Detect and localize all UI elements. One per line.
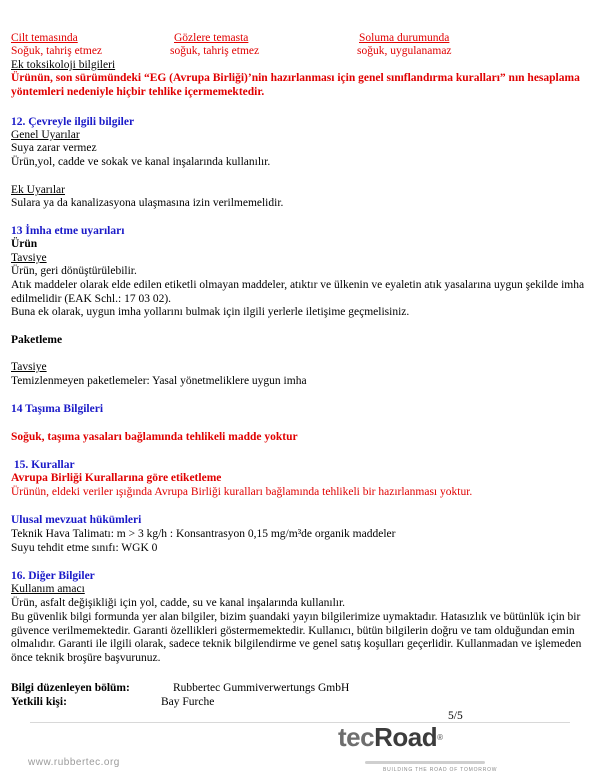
tox-value-skin: Soğuk, tahriş etmez <box>11 45 103 57</box>
packaging-text: Temizlenmeyen paketlemeler: Yasal yönetmeliklere uygun imha <box>11 375 307 387</box>
website-link[interactable]: www.rubbertec.org <box>28 757 120 768</box>
issuer-value: Rubbertec Gummiverwertungs GmbH <box>173 682 350 694</box>
extra-warnings-heading: Ek Uyarılar <box>11 184 65 196</box>
s12-line2: Ürün,yol, cadde ve sokak ve kanal inşalarında kullanılır. <box>11 156 271 168</box>
logo-part-road: Road <box>374 722 438 752</box>
taluft-text: Teknik Hava Talimatı: m > 3 kg/h : Konsantrasyon 0,15 mg/m³de organik maddeler <box>11 528 396 540</box>
extra-warnings-text: Sulara ya da kanalizasyona ulaşmasına izin verilmemelidir. <box>11 197 284 209</box>
logo-tagline: BUILDING THE ROAD OF TOMORROW <box>383 767 498 773</box>
s13-line2: Atık maddeler olarak elde edilen etiketli olmayan maddeler, atıktır ve ülkenin ve eyaletin atık yasalarına uygun şekilde imha edilmelidir (EAK Schl.: 17 03 02). <box>11 279 585 305</box>
general-warnings-heading: Genel Uyarılar <box>11 129 80 141</box>
transport-text: Soğuk, taşıma yasaları bağlamında tehlikeli madde yoktur <box>11 431 298 443</box>
packaging-heading: Paketleme <box>11 334 63 346</box>
section-13-title: 13 İmha etme uyarıları <box>11 225 125 237</box>
packaging-advice-heading: Tavsiye <box>11 361 47 373</box>
tox-value-inhalation: soğuk, uygulanamaz <box>357 45 452 57</box>
tox-header-skin: Cilt temasında <box>11 32 78 44</box>
wgk-text: Suyu tehdit etme sınıfı: WGK 0 <box>11 542 158 554</box>
purpose-heading: Kullanım amacı <box>11 583 85 595</box>
section-15-title: 15. Kurallar <box>11 459 75 471</box>
disclaimer-paragraph: Bu güvenlik bilgi formunda yer alan bilgiler, bizim şuandaki yayın bilgilerimize uymaktadır. Hatasızlık ve bütünlük için bir güvence verilmemektedir. Garanti özellikleri göstermemektedir. Kullanıcı, bütün bilgilerin doğru ve tam olduğundan emin olmalıdır. Garanti ile ilgili olarak, sadece teknik bilgilendirme ve genel satış koşulları geçerlidir. Kullanmadan ve işlemeden önce teknik broşüre başvurunuz. <box>11 611 582 664</box>
registered-mark: ® <box>437 733 443 742</box>
tecroad-logo <box>338 722 443 752</box>
eu-labeling-heading: Avrupa Birliği Kurallarına göre etiketleme <box>11 472 222 484</box>
footer-divider <box>30 722 570 723</box>
section-12-title: 12. Çevreyle ilgili bilgiler <box>11 116 135 128</box>
tox-value-eyes: soğuk, tahriş etmez <box>170 45 260 57</box>
s13-line3: Buna ek olarak, uygun imha yollarını bulmak için ilgili yerlerle iletişime geçmelisiniz. <box>11 306 410 318</box>
eu-labeling-text: Ürünün, eldeki veriler ışığında Avrupa Birliği kuralları bağlamında tehlikeli bir hazırlanması yoktur. <box>11 486 473 498</box>
tox-header-inhalation: Soluma durumunda <box>359 32 450 44</box>
national-regulations-heading: Ulusal mevzuat hükümleri <box>11 514 142 526</box>
product-heading: Ürün <box>11 238 38 250</box>
contact-value: Bay Furche <box>161 696 215 708</box>
extra-tox-text: Ürünün, son sürümündeki “EG (Avrupa Birliği)’nin hazırlanması için genel sınıflandırma kuralları” nın hesaplama yöntemleri nedeniyle hiçbir tehlike içermemektedir. <box>11 72 580 98</box>
advice-heading: Tavsiye <box>11 252 47 264</box>
section-16-title: 16. Diğer Bilgiler <box>11 570 95 582</box>
tox-header-eyes: Gözlere temasta <box>174 32 249 44</box>
section-14-title: 14 Taşıma Bilgileri <box>11 403 104 415</box>
s12-line1: Suya zarar vermez <box>11 142 97 154</box>
purpose-text: Ürün, asfalt değişikliği için yol, cadde, su ve kanal inşalarında kullanılır. <box>11 597 346 609</box>
issuer-label: Bilgi düzenleyen bölüm: <box>11 682 130 694</box>
extra-tox-heading: Ek toksikoloji bilgileri <box>11 59 116 71</box>
page-number: 5/5 <box>448 710 463 722</box>
contact-label: Yetkili kişi: <box>11 696 67 708</box>
logo-part-tec: tec <box>338 722 375 752</box>
s13-line1: Ürün, geri dönüştürülebilir. <box>11 265 137 277</box>
